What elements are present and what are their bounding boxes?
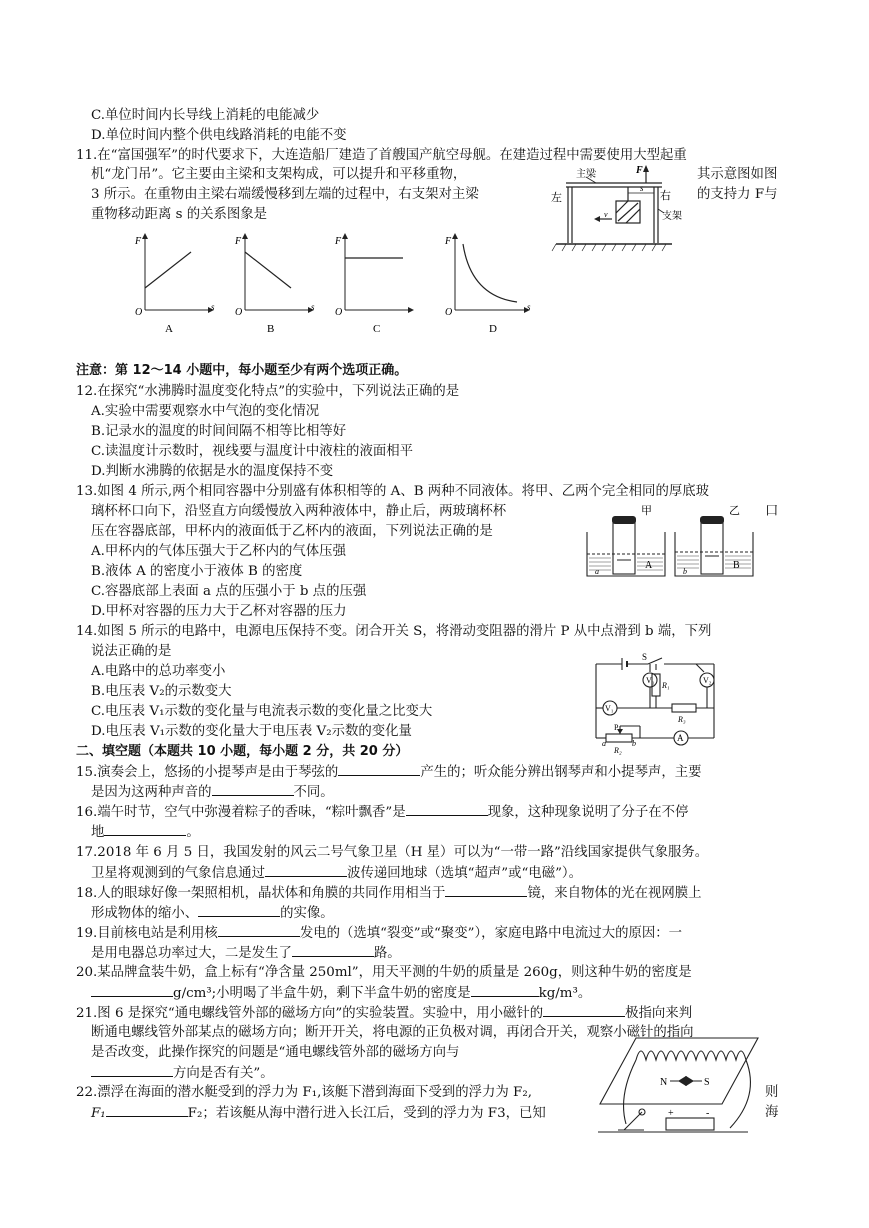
q14-option-a: A.电路中的总功率变小 xyxy=(91,664,226,679)
q17-line2: 卫星将观测到的气象信息通过 波传递回地球（选填“超声”或“电磁”）。 xyxy=(91,863,582,883)
q11-stem-line3: 3 所示。在重物由主梁右端缓慢移到左端的过程中，右支架对主梁 xyxy=(91,187,479,202)
crane-label-beam: 主梁 xyxy=(576,169,596,180)
q15-blank-1[interactable] xyxy=(338,762,420,776)
crane-label-velocity: v xyxy=(604,210,608,219)
q16-line1: 16.端午时节，空气中弥漫着粽子的香味，“粽叶飘香”是 现象，这种现象说明了分子在不停 xyxy=(76,802,688,822)
q11-stem-line2-right: 其示意图如图 xyxy=(697,167,778,182)
q20-blank-1[interactable] xyxy=(91,983,173,997)
q16-line2: 地 。 xyxy=(91,822,200,842)
graph-d-origin: O xyxy=(445,307,453,318)
q11-stem-line4: 重物移动距离 s 的关系图象是 xyxy=(91,207,268,222)
q17-blank[interactable] xyxy=(265,863,347,877)
q10-option-d: D.单位时间内整个供电线路消耗的电能不变 xyxy=(91,128,347,143)
q21-line2: 断通电螺线管外部某点的磁场方向；断开开关，将电源的正负极对调，再闭合开关，观察小磁针的指向 xyxy=(91,1025,694,1040)
graph-b-x-label: s xyxy=(311,302,315,312)
section-2-title: 二、填空题（本题共 10 小题，每小题 2 分，共 20 分） xyxy=(76,744,409,759)
q14-stem-line2: 说法正确的是 xyxy=(91,644,172,659)
graph-b-label: B xyxy=(267,323,275,335)
q13-option-c: C.容器底部上表面 a 点的压强小于 b 点的压强 xyxy=(91,584,367,599)
crane-label-support: 支架 xyxy=(662,211,682,222)
q14-option-c: C.电压表 V₁示数的变化量与电流表示数的变化量之比变大 xyxy=(91,704,433,719)
q19-blank-2[interactable] xyxy=(292,943,374,957)
graph-a-origin: O xyxy=(135,307,143,318)
q18-line1: 18.人的眼球好像一架照相机，晶状体和角膜的共同作用相当于 镜，来自物体的光在视网膜上 xyxy=(76,883,702,903)
q20-blank-2[interactable] xyxy=(471,983,539,997)
q13-stem-line3: 压在容器底部，甲杯内的液面低于乙杯内的液面，下列说法正确的是 xyxy=(91,524,493,539)
label-r2: R₂ xyxy=(614,746,622,755)
label-yi: 乙 xyxy=(729,505,740,517)
label-liquid-b: B xyxy=(733,560,740,571)
q13-option-b: B.液体 A 的密度小于液体 B 的密度 xyxy=(91,564,303,579)
q21-line3: 是否改变，此操作探究的问题是“通电螺线管外部的磁场方向与 xyxy=(91,1045,460,1060)
q14-circuit-diagram xyxy=(592,650,728,758)
q16-blank-2[interactable] xyxy=(104,822,186,836)
q19-line2: 是用电器总功率过大，二是发生了 路。 xyxy=(91,943,401,963)
battery-positive-label: + xyxy=(668,1108,674,1119)
q12-option-a: A.实验中需要观察水中气泡的变化情况 xyxy=(91,404,320,419)
q14-stem-line1: 14.如图 5 所示的电路中，电源电压保持不变。闭合开关 S，将滑动变阻器的滑片 P 从中点滑到 b 端，下列 xyxy=(76,624,712,639)
q16-blank-1[interactable] xyxy=(406,802,488,816)
graph-d xyxy=(444,236,531,335)
q13-option-a: A.甲杯内的气体压强大于乙杯内的气体压强 xyxy=(91,544,346,559)
crane-label-force: F xyxy=(636,165,643,176)
label-r1: R₁ xyxy=(662,681,670,690)
label-point-b: b xyxy=(683,567,687,576)
label-point-a: a xyxy=(595,567,599,576)
label-switch-s: S xyxy=(642,652,648,662)
q19-blank-1[interactable] xyxy=(218,923,300,937)
q12-stem: 12.在探究“水沸腾时温度变化特点”的实验中，下列说法正确的是 xyxy=(76,384,460,399)
q11-stem-line3-right: 的支持力 F与 xyxy=(697,187,778,202)
label-voltmeter-v1: V₁ xyxy=(605,704,614,713)
graph-c-label: C xyxy=(373,323,381,335)
graph-b-y-label: F xyxy=(235,236,242,247)
q12-option-d: D.判断水沸腾的依据是水的温度保持不变 xyxy=(91,464,334,479)
q13-container-diagram xyxy=(583,502,763,582)
multi-answer-note: 注意：第 12～14 小题中，每小题至少有两个选项正确。 xyxy=(76,363,408,378)
q12-option-c: C.读温度计示数时，视线要与温度计中液柱的液面相平 xyxy=(91,444,414,459)
graph-b-origin: O xyxy=(235,307,243,318)
q20-line2: g/cm³;小明喝了半盒牛奶，剩下半盒牛奶的密度是 kg/m³。 xyxy=(91,983,591,1003)
label-ammeter: A xyxy=(677,733,684,743)
label-slider-p: P xyxy=(614,723,619,732)
q21-line1: 21.图 6 是探究“通电螺线管外部的磁场方向”的实验装置。实验中，用小磁针的 极指向来判 xyxy=(76,1003,692,1023)
label-liquid-a: A xyxy=(645,560,653,571)
q13-stem-line2: 璃杯杯口向下，沿竖直方向缓慢放入两种液体中，静止后，两玻璃杯杯 xyxy=(91,504,507,519)
graph-d-label: D xyxy=(489,323,497,335)
battery-negative-label: - xyxy=(706,1108,710,1119)
q11-stem-line1: 11.在“富国强军”的时代要求下，大连造船厂建造了首艘国产航空母舰。在建造过程中需要使用大型起重 xyxy=(76,148,687,163)
q11-graph-options xyxy=(125,230,565,340)
crane-diagram xyxy=(550,163,690,253)
crane-label-right: 右 xyxy=(660,190,671,202)
q15-line2: 是因为这两种声音的 不同。 xyxy=(91,782,334,802)
label-end-b: b xyxy=(632,739,636,748)
graph-a-label: A xyxy=(165,323,173,335)
label-voltmeter-v1-top: V₁ xyxy=(646,676,655,685)
compass-south-label: S xyxy=(704,1077,710,1088)
graph-c-y-label: F xyxy=(335,236,342,247)
q18-blank-2[interactable] xyxy=(198,903,280,917)
crane-label-distance: s xyxy=(640,183,644,193)
crane-label-left: 左 xyxy=(551,192,562,204)
q18-line2: 形成物体的缩小、 的实像。 xyxy=(91,903,334,923)
q17-line1: 17.2018 年 6 月 5 日，我国发射的风云二号气象卫星（H 星）可以为“一带一路”沿线国家提供气象服务。 xyxy=(76,845,709,860)
label-r3: R₃ xyxy=(678,715,686,724)
q21-blank-1[interactable] xyxy=(543,1003,625,1017)
q12-option-b: B.记录水的温度的时间间隔不相等比相等好 xyxy=(91,424,347,439)
graph-c xyxy=(334,236,411,335)
label-end-a: a xyxy=(602,739,606,748)
q22-line2: F₁ F₂；若该艇从海中潜行进入长江后，受到的浮力为 F3，已知 xyxy=(91,1103,546,1123)
graph-b xyxy=(234,236,315,335)
q10-option-c: C.单位时间内长导线上消耗的电能减少 xyxy=(91,108,320,123)
q18-blank-1[interactable] xyxy=(445,883,527,897)
q22-line2-right: 海 xyxy=(765,1105,779,1120)
q22-blank[interactable] xyxy=(106,1103,188,1117)
q14-option-d: D.电压表 V₁示数的变化量大于电压表 V₂示数的变化量 xyxy=(91,724,412,739)
q22-line1-right: 则 xyxy=(765,1085,779,1100)
q11-stem-line2: 机“龙门吊”。它主要由主梁和支架构成，可以提升和平移重物， xyxy=(91,167,467,182)
graph-d-y-label: F xyxy=(445,236,452,247)
graph-a-x-label: s xyxy=(211,302,215,312)
label-voltmeter-v2: V₂ xyxy=(703,676,712,685)
q13-stem-line1: 13.如图 4 所示,两个相同容器中分别盛有体积相等的 A、B 两种不同液体。将甲、乙两个完全相同的厚底玻 xyxy=(76,484,710,499)
label-jia: 甲 xyxy=(641,505,652,517)
q15-line1: 15.演奏会上，悠扬的小提琴声是由于琴弦的 产生的；听众能分辨出钢琴声和小提琴声，主要 xyxy=(76,762,702,782)
graph-a xyxy=(134,236,215,335)
q13-option-d: D.甲杯对容器的压力大于乙杯对容器的压力 xyxy=(91,604,347,619)
q14-option-b: B.电压表 V₂的示数变大 xyxy=(91,684,232,699)
compass-north-label: N xyxy=(660,1077,668,1088)
q21-solenoid-diagram xyxy=(598,1036,764,1146)
q15-blank-2[interactable] xyxy=(212,782,294,796)
q19-line1: 19.目前核电站是利用核 发电的（选填“裂变”或“聚变”），家庭电路中电流过大的原因：一 xyxy=(76,923,682,943)
graph-c-origin: O xyxy=(335,307,343,318)
q22-line1: 22.漂浮在海面的潜水艇受到的浮力为 F₁,该艇下潜到海面下受到的浮力为 F₂, xyxy=(76,1085,532,1100)
graph-a-y-label: F xyxy=(135,236,142,247)
graph-d-x-label: s xyxy=(527,302,531,312)
q21-line4: 方向是否有关”。 xyxy=(91,1063,274,1083)
q21-blank-2[interactable] xyxy=(91,1063,173,1077)
q20-line1: 20.某品牌盒装牛奶，盒上标有“净含量 250ml”，用天平测的牛奶的质量是 260g，则这种牛奶的密度是 xyxy=(76,965,692,980)
q13-stem-line2-right: 口 xyxy=(765,504,779,519)
